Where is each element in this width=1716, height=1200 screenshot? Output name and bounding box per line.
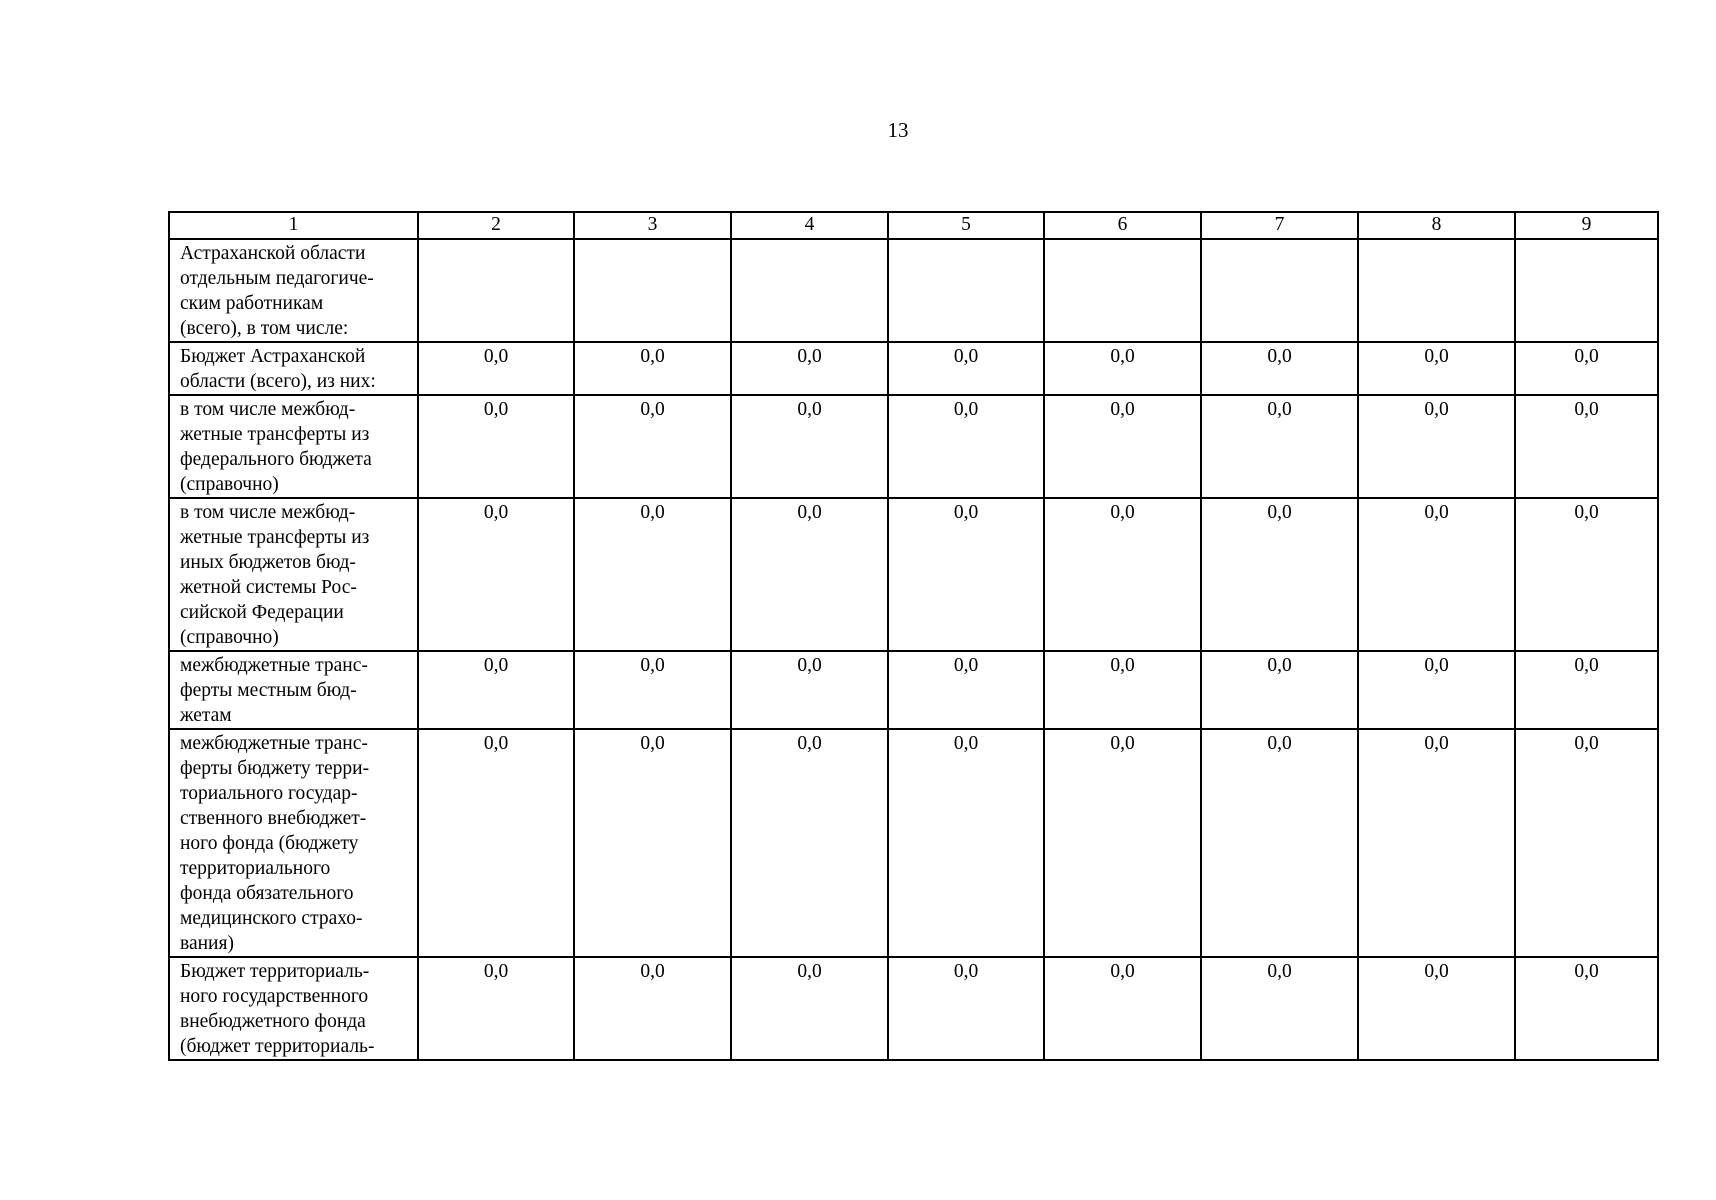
row-label-line: жетной системы Рос- [180, 577, 357, 598]
value-cell: 0,0 [1044, 498, 1201, 651]
value-cell: 0,0 [574, 395, 731, 498]
column-header: 2 [418, 212, 574, 239]
column-header: 4 [731, 212, 888, 239]
row-label-line: ственного внебюджет- [180, 808, 367, 829]
table-row [169, 342, 1658, 395]
value-cell: 0,0 [888, 957, 1044, 1060]
value-cell: 0,0 [418, 957, 574, 1060]
value-cell: 0,0 [1201, 498, 1358, 651]
column-header: 8 [1358, 212, 1515, 239]
value-cell: 0,0 [418, 651, 574, 729]
row-label [169, 342, 418, 395]
row-label [169, 651, 418, 729]
value-cell: 0,0 [1515, 498, 1658, 651]
value-cell [574, 239, 731, 342]
row-label-line: (справочно) [180, 627, 279, 648]
value-cell: 0,0 [1044, 395, 1201, 498]
value-cell: 0,0 [731, 957, 888, 1060]
row-label-line: в том числе межбюд- [180, 502, 356, 523]
row-label-line: жетам [180, 705, 232, 726]
row-label-line: (всего), в том числе: [180, 318, 349, 339]
value-cell: 0,0 [418, 395, 574, 498]
value-cell: 0,0 [1044, 342, 1201, 395]
value-cell: 0,0 [1515, 957, 1658, 1060]
row-label [169, 395, 418, 498]
row-label [169, 729, 418, 957]
table-row [169, 957, 1658, 1060]
value-cell: 0,0 [1201, 395, 1358, 498]
row-label [169, 239, 418, 342]
column-header: 6 [1044, 212, 1201, 239]
row-label-line: области (всего), из них: [180, 371, 376, 392]
row-label-line: жетные трансферты из [180, 424, 370, 445]
budget-table [168, 211, 1659, 1061]
row-label-line: в том числе межбюд- [180, 399, 356, 420]
value-cell: 0,0 [731, 729, 888, 957]
value-cell [418, 239, 574, 342]
value-cell: 0,0 [574, 957, 731, 1060]
value-cell [1044, 239, 1201, 342]
row-label-line: медицинского страхо- [180, 908, 363, 929]
row-label-line: фонда обязательного [180, 883, 354, 904]
row-label-line: отдельным педагогиче- [180, 268, 374, 289]
value-cell: 0,0 [418, 342, 574, 395]
row-label-line: межбюджетные транс- [180, 655, 368, 676]
row-label-line: жетные трансферты из [180, 527, 370, 548]
value-cell: 0,0 [1515, 729, 1658, 957]
row-label-line: (бюджет территориаль- [180, 1036, 375, 1057]
row-label-line: Астраханской области [180, 243, 366, 264]
value-cell: 0,0 [888, 342, 1044, 395]
row-label-line: сийской Федерации [180, 602, 344, 623]
row-label [169, 498, 418, 651]
column-header: 3 [574, 212, 731, 239]
value-cell: 0,0 [888, 498, 1044, 651]
value-cell: 0,0 [574, 651, 731, 729]
value-cell: 0,0 [1515, 651, 1658, 729]
column-header: 9 [1515, 212, 1658, 239]
value-cell: 0,0 [1358, 498, 1515, 651]
row-label-line: Бюджет территориаль- [180, 961, 370, 982]
row-label-line: территориального [180, 858, 331, 879]
value-cell: 0,0 [1358, 729, 1515, 957]
row-label-line: (справочно) [180, 474, 279, 495]
column-header: 1 [169, 212, 418, 239]
value-cell [1515, 239, 1658, 342]
row-label-line: федерального бюджета [180, 449, 372, 470]
row-label-line: ферты бюджету терри- [180, 758, 370, 779]
row-label-line: вания) [180, 933, 234, 954]
table-row [169, 651, 1658, 729]
column-header: 7 [1201, 212, 1358, 239]
row-label-line: внебюджетного фонда [180, 1011, 366, 1032]
value-cell: 0,0 [888, 395, 1044, 498]
value-cell [1201, 239, 1358, 342]
table-header-row [169, 212, 1658, 239]
value-cell: 0,0 [1044, 651, 1201, 729]
value-cell: 0,0 [418, 498, 574, 651]
column-header: 5 [888, 212, 1044, 239]
value-cell [888, 239, 1044, 342]
value-cell [1358, 239, 1515, 342]
value-cell: 0,0 [731, 651, 888, 729]
value-cell: 0,0 [1044, 729, 1201, 957]
row-label [169, 957, 418, 1060]
value-cell: 0,0 [731, 395, 888, 498]
value-cell: 0,0 [1201, 957, 1358, 1060]
table-body [169, 239, 1658, 1060]
table-row [169, 729, 1658, 957]
row-label-line: ного фонда (бюджету [180, 833, 359, 854]
row-label-line: межбюджетные транс- [180, 733, 368, 754]
value-cell: 0,0 [574, 498, 731, 651]
value-cell: 0,0 [1515, 342, 1658, 395]
value-cell: 0,0 [731, 498, 888, 651]
table-row [169, 239, 1658, 342]
value-cell: 0,0 [1201, 729, 1358, 957]
value-cell: 0,0 [574, 342, 731, 395]
page-number: 13 [887, 118, 909, 142]
value-cell: 0,0 [888, 651, 1044, 729]
value-cell: 0,0 [418, 729, 574, 957]
value-cell: 0,0 [888, 729, 1044, 957]
row-label-line: Бюджет Астраханской [180, 346, 366, 367]
row-label-line: ским работникам [180, 293, 324, 314]
value-cell: 0,0 [1358, 395, 1515, 498]
row-label-line: ториального государ- [180, 783, 358, 804]
row-label-line: ного государственного [180, 986, 369, 1007]
value-cell: 0,0 [1201, 651, 1358, 729]
value-cell: 0,0 [731, 342, 888, 395]
table-row [169, 498, 1658, 651]
row-label-line: ферты местным бюд- [180, 680, 357, 701]
row-label-line: иных бюджетов бюд- [180, 552, 356, 573]
value-cell: 0,0 [574, 729, 731, 957]
value-cell: 0,0 [1358, 957, 1515, 1060]
value-cell: 0,0 [1358, 651, 1515, 729]
table-row [169, 395, 1658, 498]
value-cell: 0,0 [1358, 342, 1515, 395]
value-cell [731, 239, 888, 342]
value-cell: 0,0 [1044, 957, 1201, 1060]
value-cell: 0,0 [1515, 395, 1658, 498]
value-cell: 0,0 [1201, 342, 1358, 395]
